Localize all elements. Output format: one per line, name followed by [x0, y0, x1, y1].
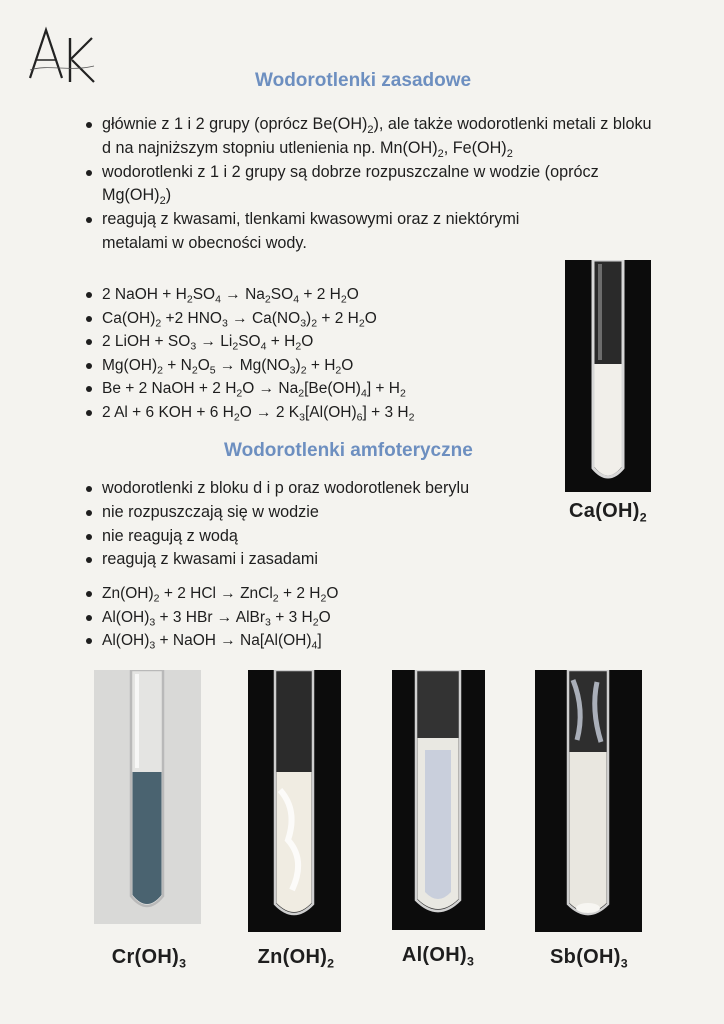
photo-caoh2: [565, 260, 651, 492]
photo-sboh3: [535, 670, 642, 932]
section-title-amphoteric: Wodorotlenki amfoteryczne: [224, 440, 473, 461]
equation: $Al(OH)_3$ + NaOH → $Na[Al(OH)_4]$: [102, 629, 338, 653]
caption-sboh3: $Sb(OH)_3$: [550, 946, 628, 971]
basic-properties-list: [84, 113, 662, 256]
equation: $Zn(OH)_2 + 2$ HCl → ZnCl$_2$ + 2 $H_2O$: [102, 582, 338, 606]
list-item: reagują z kwasami i zasadami: [102, 548, 562, 572]
equation: Be + 2 NaOH + 2 $H_2O \to Na_2[Be(OH)_4] + H_2$: [102, 377, 414, 401]
tube-liquid: [425, 750, 451, 899]
test-tube-icon: [392, 670, 485, 930]
logo: [26, 24, 98, 88]
basic-equations-list: [84, 283, 414, 425]
test-tube-icon: [248, 670, 341, 932]
list-item: reagują z kwasami, tlenkami kwasowymi oraz z niektórymi metalami w obecności wody.: [102, 208, 582, 256]
amphoteric-equations-list: [84, 582, 338, 653]
tube-liquid: [570, 752, 607, 912]
test-tube-icon: [565, 260, 651, 492]
equation: $Ca(OH)_2 +2$ $HNO_3 \to Ca(NO_3)_2 + 2$ $H_2O$: [102, 307, 414, 331]
logo-monogram-icon: [26, 24, 98, 88]
list-item: wodorotlenki z bloku d i p oraz wodorotlenek berylu: [102, 477, 562, 501]
tube-liquid: [133, 772, 162, 904]
list-item: nie reagują z wodą: [102, 525, 562, 549]
test-tube-icon: [94, 670, 201, 924]
caption-znoh2: $Zn(OH)_2$: [257, 946, 335, 971]
test-tube-icon: [535, 670, 642, 932]
equation: $Mg(OH)_2 + N_2O_5 \to Mg(NO_3)_2 + H_2O$: [102, 354, 414, 378]
equation: $Al(OH)_3 + 3$ HBr → AlBr$_3$ + 3 $H_2O$: [102, 606, 338, 630]
list-item: głównie z 1 i 2 grupy (oprócz $Be(OH)_2$), ale także wodorotlenki metali z bloku d na najniższym stopniu utlenienia np. $Mn(OH)_2$, $Fe(OH)_2$: [102, 113, 662, 161]
caption-croh3: $Cr(OH)_3$: [111, 946, 187, 971]
caption-caoh2: $Ca(OH)_2$: [569, 500, 647, 525]
list-item: wodorotlenki z 1 i 2 grupy są dobrze rozpuszczalne w wodzie (oprócz $Mg(OH)_2$): [102, 161, 662, 209]
section-title-basic: Wodorotlenki zasadowe: [255, 70, 472, 91]
photo-croh3: [94, 670, 201, 924]
equation: 2 NaOH + $H_2SO_4 \to Na_2SO_4 + 2$ $H_2O$: [102, 283, 414, 307]
equation: 2 LiOH + $SO_3 \to Li_2SO_4 + H_2O$: [102, 330, 414, 354]
photo-aloh3: [392, 670, 485, 930]
caption-aloh3: $Al(OH)_3$: [401, 944, 475, 969]
photo-znoh2: [248, 670, 341, 932]
amphoteric-properties-list: [84, 477, 562, 572]
list-item: nie rozpuszczają się w wodzie: [102, 501, 562, 525]
equation: 2 Al + 6 KOH + 6 $H_2O \to 2$ $K_3[Al(OH)_6] + 3$ $H_2$: [102, 401, 414, 425]
tube-liquid: [595, 364, 622, 476]
